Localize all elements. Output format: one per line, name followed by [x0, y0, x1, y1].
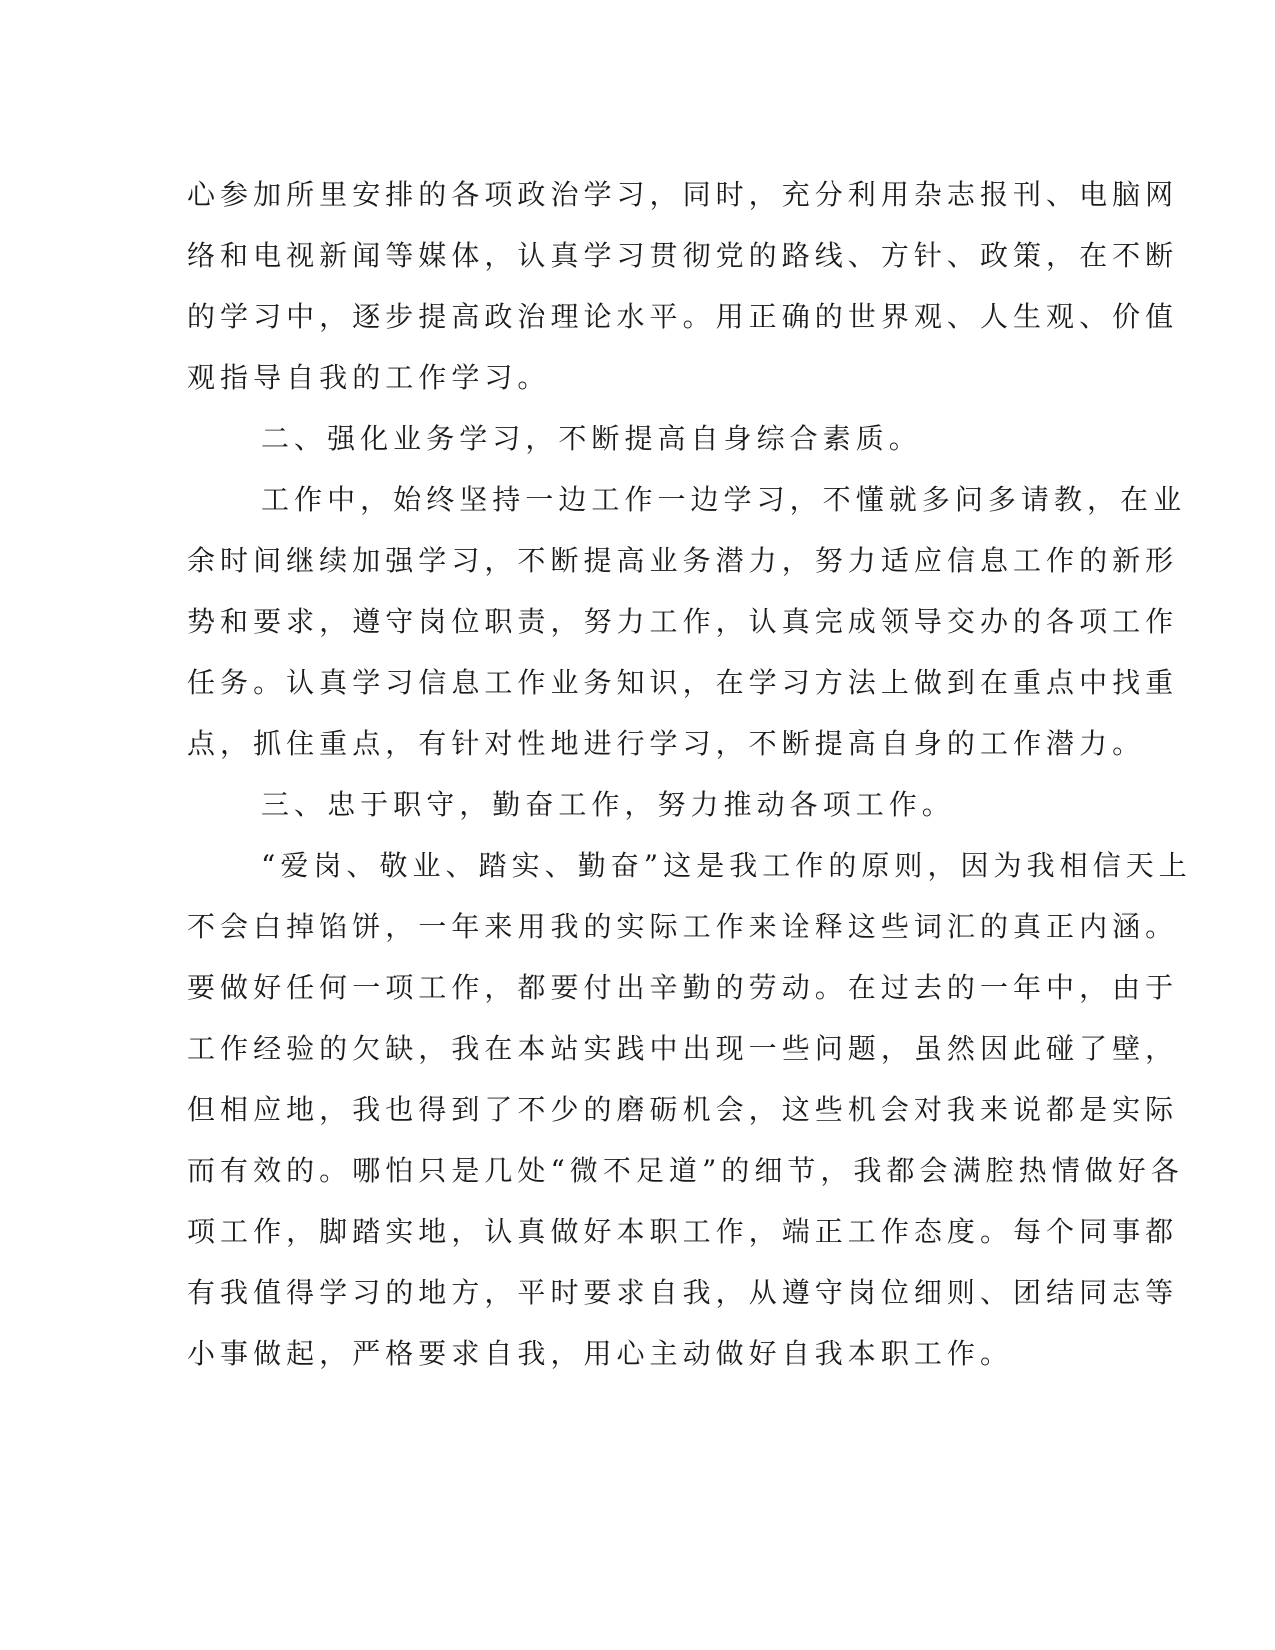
text-line: 但相应地，我也得到了不少的磨砺机会，这些机会对我来说都是实际 — [187, 1093, 1179, 1126]
text-line: 余时间继续加强学习，不断提高业务潜力，努力适应信息工作的新形 — [187, 544, 1179, 577]
text-line: 工作经验的欠缺，我在本站实践中出现一些问题，虽然因此碰了壁， — [187, 1032, 1179, 1065]
text-line: 的学习中，逐步提高政治理论水平。用正确的世界观、人生观、价值 — [187, 300, 1179, 333]
text-line: 小事做起，严格要求自我，用心主动做好自我本职工作。 — [187, 1337, 1014, 1370]
section-heading: 三、忠于职守，勤奋工作，努力推动各项工作。 — [261, 788, 955, 821]
text-line: “爱岗、敬业、踏实、勤奋”这是我工作的原则，因为我相信天上 — [261, 849, 1192, 882]
text-line: 而有效的。哪怕只是几处“微不足道”的细节，我都会满腔热情做好各 — [187, 1154, 1184, 1187]
text-line: 络和电视新闻等媒体，认真学习贯彻党的路线、方针、政策，在不断 — [187, 239, 1179, 272]
section-heading: 二、强化业务学习，不断提高自身综合素质。 — [261, 422, 922, 455]
text-line: 势和要求，遵守岗位职责，努力工作，认真完成领导交办的各项工作 — [187, 605, 1179, 638]
text-line: 工作中，始终坚持一边工作一边学习，不懂就多问多请教，在业 — [261, 483, 1187, 516]
text-line: 心参加所里安排的各项政治学习，同时，充分利用杂志报刊、电脑网 — [187, 178, 1179, 211]
document-body — [187, 164, 1192, 1384]
text-line: 项工作，脚踏实地，认真做好本职工作，端正工作态度。每个同事都 — [187, 1215, 1179, 1248]
text-line: 观指导自我的工作学习。 — [187, 361, 551, 394]
text-line: 点，抓住重点，有针对性地进行学习，不断提高自身的工作潜力。 — [187, 727, 1146, 760]
text-line: 要做好任何一项工作，都要付出辛勤的劳动。在过去的一年中，由于 — [187, 971, 1179, 1004]
text-line: 任务。认真学习信息工作业务知识，在学习方法上做到在重点中找重 — [187, 666, 1179, 699]
text-line: 不会白掉馅饼，一年来用我的实际工作来诠释这些词汇的真正内涵。 — [187, 910, 1179, 943]
text-line: 有我值得学习的地方，平时要求自我，从遵守岗位细则、团结同志等 — [187, 1276, 1179, 1309]
